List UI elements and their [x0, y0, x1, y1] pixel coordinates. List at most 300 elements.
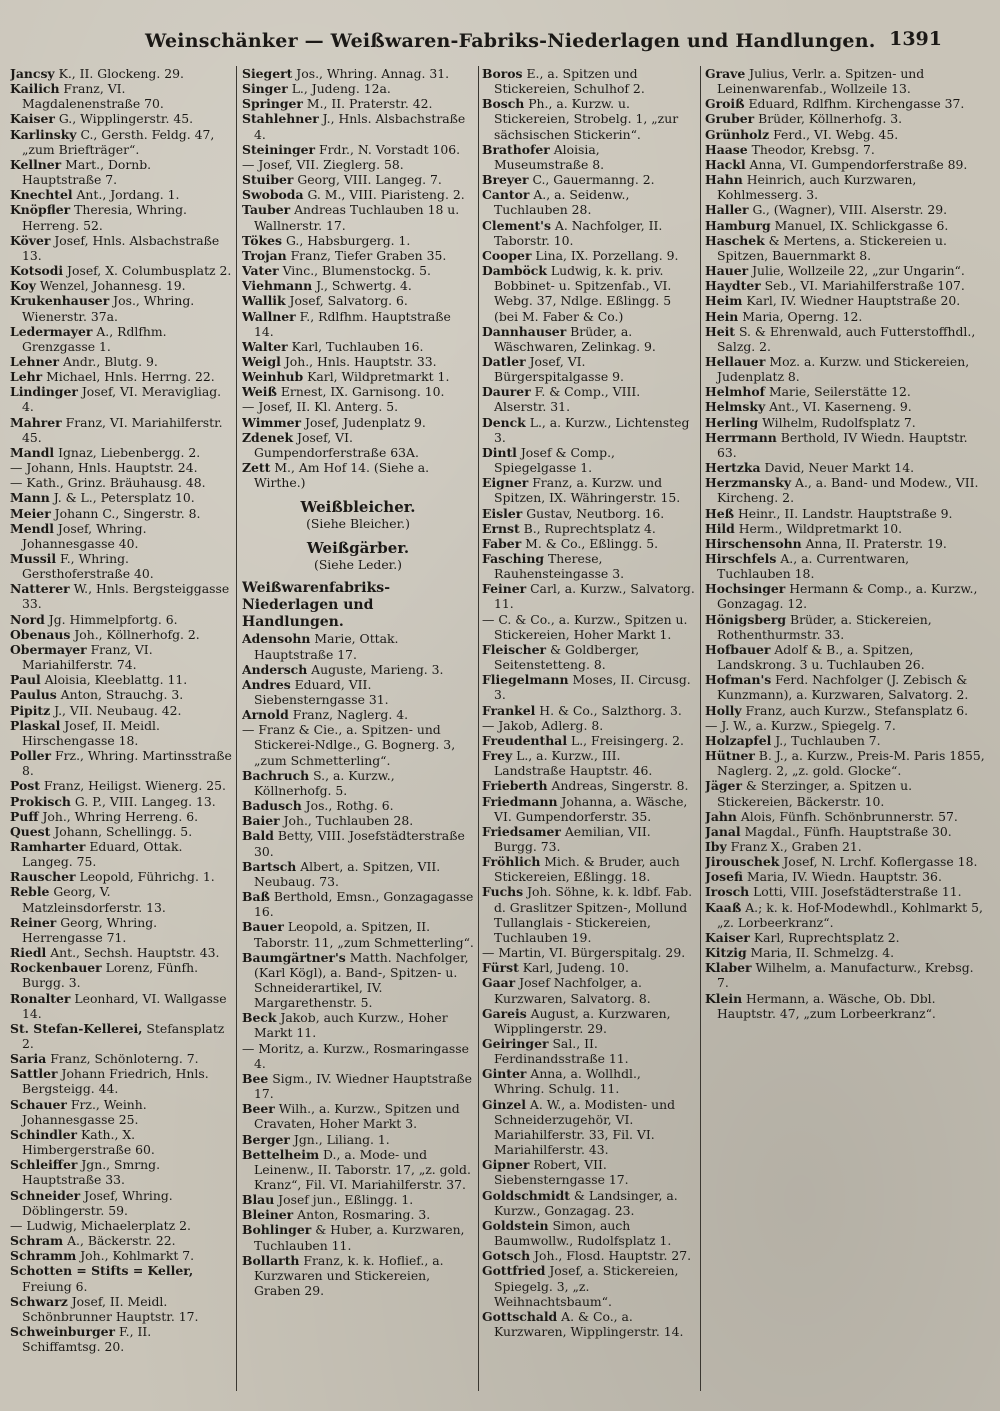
entry-name: Bleiner — [242, 1207, 294, 1223]
entry-name: Bee — [242, 1070, 269, 1086]
directory-entry — [242, 248, 474, 263]
entry-details: Betty, VIII. Josefstädterstraße 30. — [254, 828, 465, 859]
entry-details: C., Gauermanng. 2. — [528, 172, 655, 188]
entry-name: Ginzel — [482, 1096, 526, 1112]
directory-entry — [242, 263, 474, 278]
entry-name: Helmhof — [705, 384, 766, 400]
directory-entry — [242, 1101, 474, 1131]
directory-entry — [705, 809, 985, 824]
entry-details: Lotti, VIII. Josefstädterstraße 11. — [749, 884, 962, 900]
directory-entry — [242, 1147, 474, 1192]
entry-details: G. P., VIII. Langeg. 13. — [70, 793, 216, 809]
column-4 — [705, 66, 985, 1396]
entry-name: Haase — [705, 141, 748, 157]
directory-entry — [10, 748, 232, 778]
entry-name: Bollarth — [242, 1252, 300, 1268]
directory-entry — [705, 536, 985, 551]
entry-details: Anton, Rosmaring. 3. — [293, 1207, 431, 1223]
entry-name: Weigl — [242, 353, 281, 369]
entry-details: A. Nachfolger, II. Taborstr. 10. — [494, 217, 663, 248]
entry-details: Franz, Naglerg. 4. — [288, 707, 409, 723]
directory-entry — [10, 991, 232, 1021]
section-heading: Weißwarenfabriks-Niederlagen und Handlungen. — [242, 580, 390, 631]
directory-entry — [10, 1188, 232, 1218]
directory-entry — [10, 612, 232, 627]
entry-name: Schweinburger — [10, 1323, 116, 1339]
entry-name: Lindinger — [10, 384, 78, 400]
entry-details: Moses, II. Circusg. 3. — [494, 672, 691, 703]
directory-entry — [705, 930, 985, 945]
entry-name: Bauer — [242, 919, 284, 935]
entry-details: Adolf & B., a. Spitzen, Landskrong. 3 u. Tuchlauben 26. — [717, 641, 925, 673]
directory-entry — [482, 612, 695, 642]
entry-name: Schneider — [10, 1187, 81, 1203]
entry-name: Heß — [705, 505, 735, 521]
entry-name: Plaskal — [10, 717, 61, 733]
section-heading: Weißgärber. — [306, 539, 410, 558]
entry-name: Hirschfels — [705, 551, 777, 566]
entry-details: Georg, Whring. Herrengasse 71. — [22, 914, 158, 945]
entry-details: Kath., X. Himbergerstraße 60. — [22, 1126, 155, 1158]
entry-details: Anna, II. Praterstr. 19. — [801, 535, 947, 551]
directory-entry — [10, 157, 232, 187]
entry-details: G., (Wagner), VIII. Alserstr. 29. — [748, 202, 948, 218]
entry-details: Sal., II. Ferdinandsstraße 11. — [494, 1036, 629, 1067]
directory-entry — [10, 369, 232, 384]
entry-name: Heim — [705, 293, 743, 309]
entry-name: Bartsch — [242, 858, 297, 874]
directory-entry — [242, 278, 474, 293]
entry-name: Fleischer — [482, 641, 547, 657]
entry-details: Franz X., Graben 21. — [726, 838, 862, 854]
entry-name: Groiß — [705, 96, 745, 112]
directory-entry — [482, 172, 695, 187]
directory-entry — [482, 551, 695, 581]
entry-name: Beck — [242, 1010, 277, 1026]
directory-entry — [242, 950, 474, 1011]
entry-details: Stefansplatz 2. — [22, 1020, 225, 1051]
directory-entry — [10, 642, 232, 672]
entry-details: Sigm., IV. Wiedner Hauptstraße 17. — [254, 1070, 472, 1102]
directory-entry — [242, 339, 474, 354]
entry-details: Josef, II. Meidl. Hirschengasse 18. — [22, 717, 160, 748]
entry-name: Arnold — [242, 707, 289, 723]
entry-details: Theodor, Krebsg. 7. — [747, 141, 875, 157]
entry-details: Joh. Söhne, k. k. ldbf. Fab. d. Graslitzer Spitzen-, Mollund Tullanglais - Stickereien, Tuchlauben 19. — [494, 884, 693, 945]
entry-details: Jgn., Smrng. Hauptstraße 33. — [22, 1157, 161, 1188]
entry-name: Bosch — [482, 96, 525, 112]
entry-details: Joh., Hnls. Hauptstr. 33. — [280, 353, 437, 369]
entry-details: J., Tuchlauben 7. — [771, 732, 881, 748]
entry-details: G., Habsburgerg. 1. — [282, 232, 411, 248]
entry-name: Gruber — [705, 111, 755, 127]
directory-entry — [242, 1132, 474, 1147]
directory-entry — [10, 1324, 232, 1354]
directory-entry — [482, 1309, 695, 1339]
entry-details: Wilh., a. Kurzw., Spitzen und Cravaten, Hoher Markt 3. — [254, 1101, 460, 1132]
directory-entry — [10, 354, 232, 369]
entry-name: Lehner — [10, 353, 60, 369]
entry-details: Theresia, Whring. Herreng. 52. — [22, 202, 187, 233]
directory-entry — [482, 248, 695, 263]
directory-entry — [242, 1041, 474, 1071]
directory-entry — [10, 581, 232, 611]
directory-entry — [482, 1066, 695, 1096]
directory-entry — [10, 687, 232, 702]
entry-name: Haydter — [705, 278, 761, 294]
entry-details: J., Hnls. Alsbachstraße 4. — [254, 111, 466, 142]
column-1 — [10, 66, 232, 1396]
entry-details: Johann C., Singerstr. 8. — [50, 505, 201, 521]
directory-entry — [10, 960, 232, 990]
entry-name: Fröhlich — [482, 854, 541, 870]
entry-details: Frz., Weinh. Johannesgasse 25. — [22, 1096, 147, 1127]
directory-entry — [482, 263, 695, 324]
directory-entry — [242, 1207, 474, 1222]
entry-details: Josef, Whring. Döblingerstr. 59. — [22, 1187, 173, 1218]
entry-details: Franz, auch Kurzw., Stefansplatz 6. — [741, 702, 969, 718]
directory-entry — [10, 475, 232, 490]
entry-name: Hackl — [705, 156, 746, 172]
entry-name: Bald — [242, 828, 274, 844]
entry-details: W., Hnls. Bergsteiggasse 33. — [22, 581, 230, 612]
entry-details: Eduard, Rdlfhm. Kirchengasse 37. — [744, 96, 965, 112]
entry-details: Michael, Hnls. Herrng. 22. — [42, 369, 215, 385]
entry-details: F. & Comp., VIII. Alserstr. 31. — [494, 384, 641, 415]
entry-name: Tauber — [242, 202, 291, 218]
column-rule — [236, 66, 237, 1391]
entry-name: Kailich — [10, 81, 60, 97]
directory-entry — [705, 202, 985, 217]
entry-name: Ramharter — [10, 838, 86, 854]
entry-name: Wimmer — [242, 414, 302, 430]
entry-name: Grünholz — [705, 126, 770, 142]
entry-name: Mann — [10, 490, 50, 506]
entry-name: Swoboda — [242, 187, 304, 203]
directory-entry — [242, 919, 474, 949]
entry-details: — Jakob, Adlerg. 8. — [482, 717, 604, 733]
entry-name: Wallner — [242, 308, 296, 324]
entry-details: Lina, IX. Porzellang. 9. — [531, 247, 679, 263]
entry-name: Hönigsberg — [705, 611, 787, 627]
entry-name: Geiringer — [482, 1036, 549, 1051]
directory-entry — [705, 415, 985, 430]
directory-entry — [10, 415, 232, 445]
entry-details: Johann, Schellingg. 5. — [50, 823, 193, 839]
entry-details: Berthold, Emsn., Gonzagagasse 16. — [254, 889, 474, 920]
entry-details: Joh., Kohlmarkt 7. — [76, 1248, 195, 1264]
directory-entry — [482, 581, 695, 611]
directory-entry — [10, 1051, 232, 1066]
entry-details: Seb., VI. Mariahilferstraße 107. — [760, 278, 965, 294]
entry-name: Poller — [10, 748, 52, 764]
entry-details: — Moritz, a. Kurzw., Rosmaringasse 4. — [242, 1040, 469, 1071]
entry-details: Anna, VI. Gumpendorferstraße 89. — [745, 156, 968, 172]
entry-details: & Landsinger, a. Kurzw., Gonzagag. 23. — [494, 1187, 678, 1218]
entry-name: Meier — [10, 505, 51, 521]
entry-details: Josef, II. Meidl. Schönbrunner Hauptstr. 17. — [22, 1293, 199, 1324]
directory-entry — [10, 278, 232, 293]
column-rule — [700, 66, 701, 1391]
entry-details: E., a. Spitzen und Stickereien, Schulhof 2. — [494, 66, 645, 97]
entry-name: Gaar — [482, 975, 516, 991]
directory-entry — [10, 945, 232, 960]
entry-details: Ferd., VI. Webg. 45. — [769, 126, 899, 142]
directory-entry — [705, 506, 985, 521]
entry-details: Aloisia, Kleeblattg. 11. — [40, 672, 188, 688]
entry-name: Rockenbauer — [10, 960, 102, 976]
entry-details: Marie, Ottak. Hauptstraße 17. — [254, 631, 399, 662]
entry-details: Wenzel, Johannesg. 19. — [35, 278, 186, 294]
directory-entry — [10, 703, 232, 718]
entry-name: Fasching — [482, 551, 545, 566]
entry-details: Karl, Wildpretmarkt 1. — [303, 369, 450, 385]
entry-name: Fliegelmann — [482, 672, 569, 688]
entry-name: Hirschensohn — [705, 535, 802, 551]
entry-details: August, a. Kurzwaren, Wipplingerstr. 29. — [494, 1005, 671, 1036]
entry-name: Daurer — [482, 384, 531, 400]
directory-entry — [10, 293, 232, 323]
entry-name: Iby — [705, 838, 727, 854]
entry-name: Kaaß — [705, 899, 742, 915]
entry-name: Clement's — [482, 217, 551, 233]
entry-name: Haschek — [705, 232, 765, 248]
entry-details: Josef, Judenplatz 9. — [301, 414, 426, 430]
directory-entry — [482, 324, 695, 354]
entry-details: Heinrich, auch Kurzwaren, Kohlmesserg. 3. — [717, 172, 917, 203]
directory-entry — [10, 263, 232, 278]
entry-details: Franz, VI. Mariahilferstr. 74. — [22, 641, 153, 673]
entry-details: Josef Nachfolger, a. Kurzwaren, Salvatorg. 8. — [494, 975, 651, 1006]
entry-name: Eisler — [482, 505, 523, 521]
directory-entry — [705, 233, 985, 263]
directory-entry — [242, 889, 474, 919]
entry-details: A., Rdlfhm. Grenzgasse 1. — [22, 323, 167, 354]
entry-name: Jahn — [705, 808, 737, 824]
entry-name: Knöpfler — [10, 202, 71, 218]
entry-name: Irosch — [705, 884, 750, 900]
directory-entry — [705, 869, 985, 884]
directory-entry — [10, 915, 232, 945]
directory-entry — [242, 354, 474, 369]
entry-details: Josef, VI. Meravigliag. 4. — [22, 384, 222, 415]
entry-name: Walter — [242, 338, 288, 354]
entry-name: Eigner — [482, 475, 529, 491]
directory-entry — [705, 111, 985, 126]
entry-details: — C. & Co., a. Kurzw., Spitzen u. Stickereien, Hoher Markt 1. — [482, 611, 688, 642]
entry-name: Jancsy — [10, 66, 55, 81]
entry-details: Alois, Fünfh. Schönbrunnerstr. 57. — [736, 808, 958, 824]
entry-name: Tökes — [242, 232, 282, 248]
directory-entry — [482, 718, 695, 733]
directory-entry — [482, 187, 695, 217]
directory-entry — [482, 672, 695, 702]
entry-name: Schindler — [10, 1126, 77, 1142]
directory-entry — [242, 813, 474, 828]
directory-entry — [10, 869, 232, 884]
entry-details: Maria, Operng. 12. — [738, 308, 863, 324]
entry-name: Heit — [705, 323, 736, 339]
cross-reference-note: (Siehe Bleicher.) — [306, 516, 410, 532]
entry-details: F., Rdlfhm. Hauptstraße 14. — [254, 308, 451, 339]
entry-details: & Huber, a. Kurzwaren, Tuchlauben 11. — [254, 1222, 465, 1253]
directory-entry — [705, 703, 985, 718]
entry-details: Josef, Hnls. Alsbachstraße 13. — [22, 232, 220, 263]
entry-name: Klaber — [705, 960, 752, 976]
directory-entry — [705, 354, 985, 384]
entry-details: K., II. Glockeng. 29. — [54, 66, 184, 81]
directory-entry — [482, 1006, 695, 1036]
entry-name: St. Stefan-Kellerei, — [10, 1020, 143, 1036]
directory-entry — [242, 1071, 474, 1101]
entry-details: Therese, Rauhensteingasse 3. — [494, 551, 625, 582]
entry-details: Brüder, Köllnerhofg. 3. — [754, 111, 903, 127]
directory-entry — [482, 1157, 695, 1187]
entry-name: Datler — [482, 353, 526, 369]
entry-details: Josef & Comp., Spiegelgasse 1. — [494, 444, 615, 476]
directory-entry — [705, 384, 985, 399]
directory-entry — [242, 111, 474, 141]
entry-details: Ph., a. Kurzw. u. Stickereien, Strobelg. 1, „zur sächsischen Stickerin“. — [494, 96, 679, 142]
directory-entry — [242, 157, 474, 172]
directory-entry — [482, 536, 695, 551]
entry-name: Andres — [242, 676, 291, 692]
entry-name: Jäger — [705, 778, 742, 794]
entry-name: Obermayer — [10, 641, 87, 657]
directory-entry — [705, 854, 985, 869]
entry-details: — Franz & Cie., a. Spitzen- und Stickerei-Ndlge., G. Bognerg. 3, „zum Schmetterling“. — [242, 722, 456, 768]
entry-name: Feiner — [482, 581, 527, 597]
directory-entry — [705, 460, 985, 475]
entry-details: M. & Co., Eßlingg. 5. — [521, 535, 659, 551]
entry-details: Jg. Himmelpfortg. 6. — [44, 611, 178, 627]
entry-name: Hild — [705, 520, 735, 536]
directory-entry — [482, 960, 695, 975]
directory-entry — [705, 263, 985, 278]
directory-entry — [10, 81, 232, 111]
entry-details: Heinr., II. Landstr. Hauptstraße 9. — [734, 505, 953, 521]
entry-details: Ant., VI. Kaserneng. 9. — [765, 399, 912, 415]
directory-entry — [705, 900, 985, 930]
entry-name: Trojan — [242, 247, 287, 263]
directory-entry — [10, 1233, 232, 1248]
entry-name: Hochsinger — [705, 581, 786, 597]
directory-entry — [242, 859, 474, 889]
directory-entry — [482, 96, 695, 141]
directory-entry — [10, 1127, 232, 1157]
directory-entry — [482, 506, 695, 521]
entry-name: Fuchs — [482, 884, 524, 900]
entry-details: Anton, Strauchg. 3. — [56, 687, 184, 703]
entry-name: Reiner — [10, 914, 57, 930]
directory-entry — [10, 551, 232, 581]
entry-name: Mendl — [10, 520, 54, 536]
entry-details: Anna, a. Wollhdl., Whring. Schulg. 11. — [494, 1066, 641, 1097]
entry-name: Goldschmidt — [482, 1187, 570, 1203]
directory-entry — [242, 768, 474, 798]
entry-details: Frz., Whring. Martinsstraße 8. — [22, 748, 232, 779]
directory-entry — [10, 324, 232, 354]
entry-details: Jos., Whring. Wienerstr. 37a. — [22, 293, 195, 324]
directory-entry — [10, 111, 232, 126]
entry-name: Dannhauser — [482, 323, 567, 339]
directory-entry — [10, 490, 232, 505]
directory-entry — [10, 506, 232, 521]
directory-entry — [10, 824, 232, 839]
entry-name: Mandl — [10, 444, 55, 460]
entry-name: Quest — [10, 823, 51, 839]
directory-entry — [482, 794, 695, 824]
directory-entry — [705, 96, 985, 111]
entry-name: Rauscher — [10, 869, 76, 885]
directory-entry — [10, 66, 232, 81]
entry-name: Frey — [482, 748, 513, 764]
entry-details: Georg, V. Matzleinsdorferstr. 13. — [22, 884, 166, 915]
entry-name: Siegert — [242, 66, 293, 81]
entry-name: Baumgärtner's — [242, 949, 346, 965]
entry-name: Gotsch — [482, 1248, 531, 1264]
directory-entry — [482, 1263, 695, 1308]
directory-entry — [482, 475, 695, 505]
entry-name: Holly — [705, 702, 742, 718]
directory-entry — [482, 945, 695, 960]
directory-entry — [705, 142, 985, 157]
entry-details: Franz, Heiligst. Wienerg. 25. — [39, 778, 226, 794]
entry-details: Hermann, a. Wäsche, Ob. Dbl. Hauptstr. 47, „zum Lorbeerkranz“. — [717, 990, 936, 1021]
entry-details: Franz, Schönloterng. 7. — [46, 1051, 199, 1067]
entry-details: C., Gersth. Feldg. 47, „zum Briefträger“. — [22, 126, 215, 157]
directory-entry — [242, 142, 474, 157]
entry-details: Lorenz, Fünfh. Burgg. 3. — [22, 960, 199, 991]
entry-details: Ant., Sechsh. Hauptstr. 43. — [46, 945, 220, 961]
directory-entry — [242, 384, 474, 399]
directory-entry — [705, 778, 985, 808]
entry-details: L., Freisingerg. 2. — [567, 732, 684, 748]
entry-details: Leopold, a. Spitzen, II. Taborstr. 11, „zum Schmetterling“. — [254, 919, 474, 950]
directory-entry — [482, 733, 695, 748]
entry-name: Hellauer — [705, 353, 766, 369]
entry-name: Frieberth — [482, 778, 548, 794]
entry-name: Josefi — [705, 869, 743, 885]
entry-name: Sattler — [10, 1066, 58, 1082]
entry-name: Haller — [705, 202, 749, 218]
entry-details: L., Judeng. 12a. — [287, 81, 391, 97]
entry-details: Julie, Wollzeile 22, „zur Ungarin“. — [748, 263, 965, 279]
entry-details: Vinc., Blumenstockg. 5. — [278, 263, 431, 279]
directory-entry — [242, 798, 474, 813]
directory-entry — [705, 551, 985, 581]
entry-name: Holzapfel — [705, 732, 772, 748]
entry-details: G. M., VIII. Piaristeng. 2. — [303, 187, 465, 203]
directory-entry — [705, 430, 985, 460]
entry-details: Magdal., Fünfh. Hauptstraße 30. — [740, 823, 952, 839]
entry-name: Bettelheim — [242, 1146, 320, 1162]
entry-details: S., a. Kurzw., Köllnerhofg. 5. — [254, 767, 395, 798]
entry-name: Karlinsky — [10, 126, 77, 142]
column-3 — [482, 66, 695, 1396]
entry-name: Kotsodi — [10, 263, 64, 279]
entry-details: Freiung 6. — [22, 1278, 88, 1294]
entry-details: M., Am Hof 14. (Siehe a. Wirthe.) — [254, 460, 430, 491]
directory-entry — [242, 1192, 474, 1207]
entry-details: Aloisia, Museumstraße 8. — [494, 141, 605, 172]
directory-entry — [242, 172, 474, 187]
directory-entry — [242, 677, 474, 707]
entry-details: — J. W., a. Kurzw., Spiegelg. 7. — [705, 717, 896, 733]
entry-details: Karl, Tuchlauben 16. — [287, 338, 424, 354]
entry-name: Köver — [10, 232, 51, 248]
entry-name: Kitzig — [705, 945, 747, 961]
